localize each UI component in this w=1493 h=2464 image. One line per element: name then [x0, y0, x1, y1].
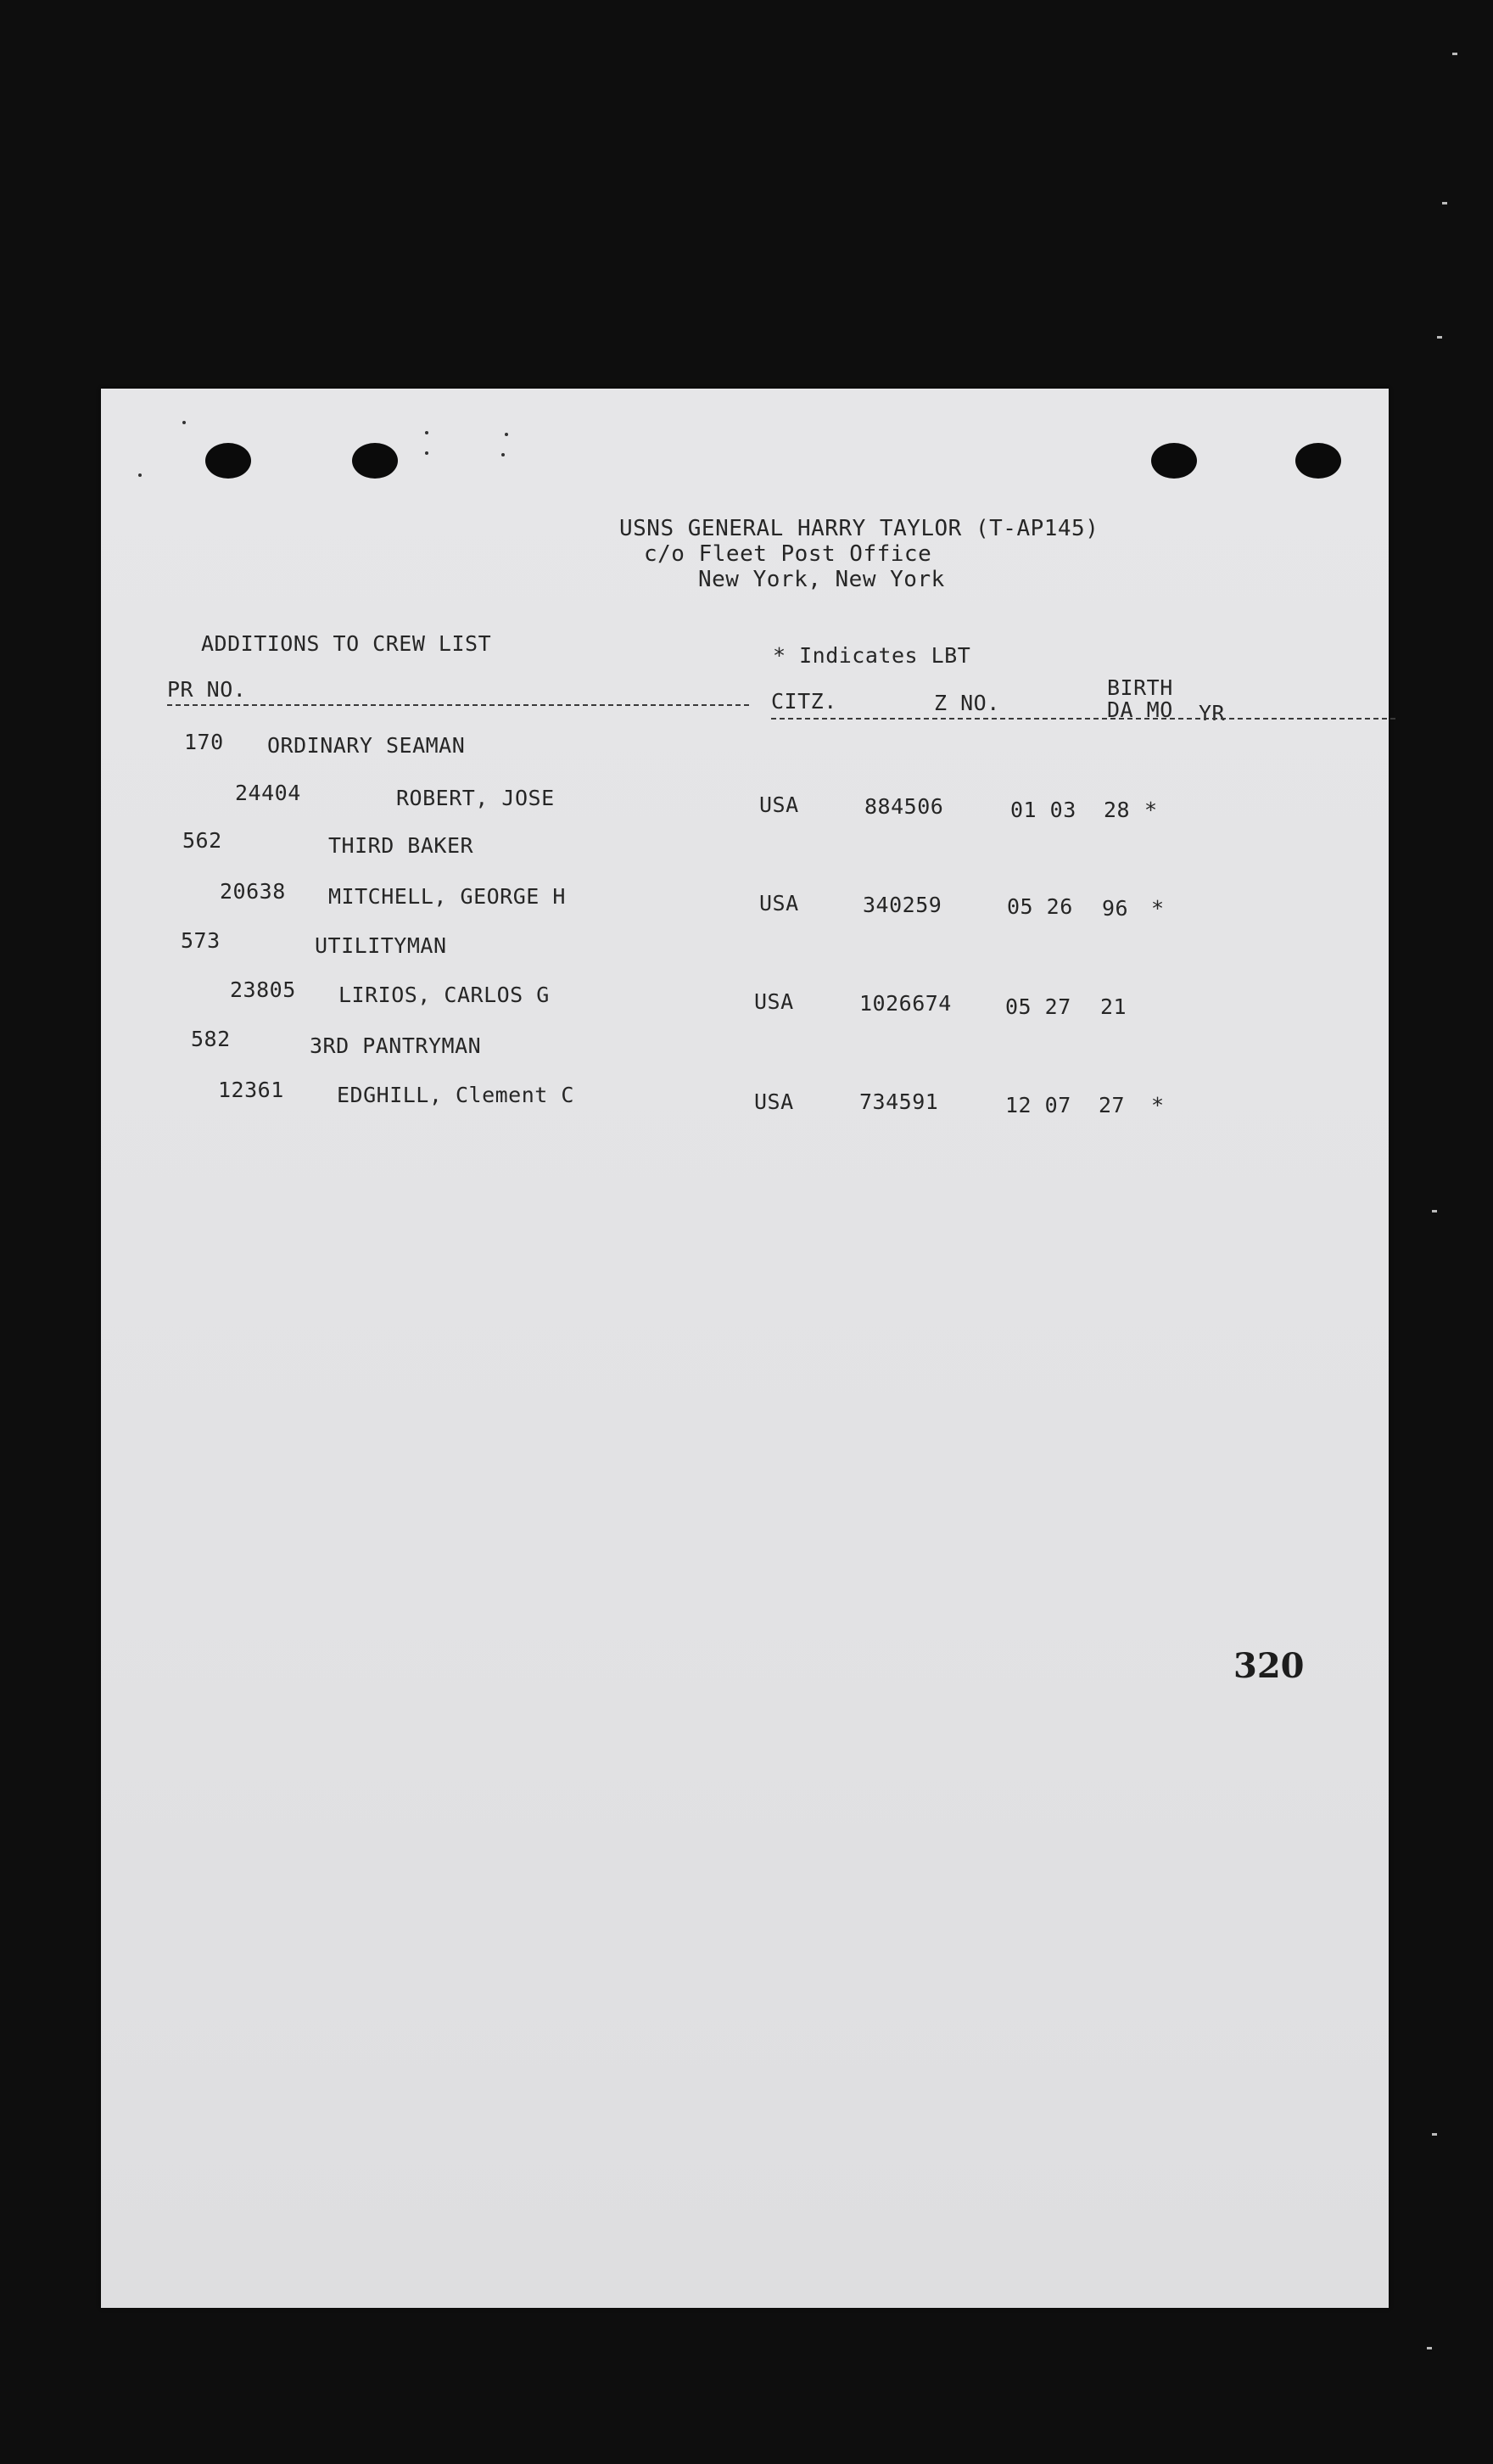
speck: [505, 433, 508, 436]
rating-code: 582: [191, 1027, 231, 1051]
crew-name: MITCHELL, GEORGE H: [328, 884, 566, 909]
edge-mark: [1437, 336, 1442, 339]
crew-pr-number: 23805: [230, 977, 296, 1002]
crew-pr-number: 12361: [218, 1078, 284, 1102]
lbt-marker: *: [1151, 1093, 1165, 1117]
fleet-post-office: c/o Fleet Post Office: [644, 541, 932, 567]
edge-mark: [1432, 1210, 1437, 1212]
column-header-citz: CITZ.: [771, 689, 837, 714]
column-header-pr-no: PR NO.: [167, 677, 247, 702]
crew-citizenship: USA: [759, 891, 799, 916]
punch-hole: [352, 443, 398, 479]
crew-citizenship: USA: [759, 792, 799, 817]
header-rule: [167, 704, 749, 706]
rating-code: 170: [184, 730, 224, 754]
crew-z-number: 340259: [863, 893, 942, 917]
crew-pr-number: 20638: [220, 879, 286, 904]
crew-birth-day-month: 05 27: [1005, 994, 1071, 1019]
crew-birth-year: 96: [1102, 896, 1129, 921]
speck: [425, 451, 428, 455]
crew-birth-year: 27: [1099, 1093, 1126, 1117]
lbt-marker: *: [1144, 798, 1158, 822]
punch-hole: [1151, 443, 1197, 479]
crew-name: LIRIOS, CARLOS G: [338, 983, 550, 1007]
punch-hole: [1295, 443, 1341, 479]
crew-z-number: 734591: [859, 1089, 939, 1114]
column-header-da-mo: DA MO: [1107, 697, 1173, 722]
crew-birth-day-month: 01 03: [1010, 798, 1076, 822]
crew-birth-day-month: 05 26: [1007, 894, 1073, 919]
crew-name: ROBERT, JOSE: [396, 786, 555, 810]
crew-citizenship: USA: [754, 989, 794, 1014]
edge-mark: [1442, 202, 1447, 204]
header-rule: [771, 718, 1395, 720]
rating-code: 573: [181, 928, 221, 953]
crew-citizenship: USA: [754, 1089, 794, 1114]
speck: [182, 421, 186, 424]
crew-z-number: 1026674: [859, 991, 952, 1016]
rating-title: ORDINARY SEAMAN: [267, 733, 466, 758]
rating-title: UTILITYMAN: [315, 933, 447, 958]
crew-birth-year: 21: [1100, 994, 1127, 1019]
column-header-birth: BIRTH: [1107, 675, 1173, 700]
lbt-legend: * Indicates LBT: [773, 643, 971, 668]
crew-z-number: 884506: [864, 794, 944, 819]
document-page: [101, 389, 1389, 2308]
ship-city: New York, New York: [698, 567, 945, 592]
lbt-marker: *: [1151, 896, 1165, 921]
edge-mark: [1432, 2133, 1437, 2136]
column-header-z-no: Z NO.: [934, 691, 1000, 715]
list-title: ADDITIONS TO CREW LIST: [201, 631, 492, 656]
crew-name: EDGHILL, Clement C: [337, 1083, 574, 1107]
edge-mark: [1452, 53, 1457, 55]
edge-mark: [1427, 2347, 1432, 2349]
speck: [138, 473, 142, 477]
rating-title: 3RD PANTRYMAN: [310, 1033, 482, 1058]
punch-hole: [205, 443, 251, 479]
rating-title: THIRD BAKER: [328, 833, 474, 858]
crew-pr-number: 24404: [235, 781, 301, 805]
speck: [501, 453, 505, 456]
page-number: 320: [1233, 1646, 1305, 1686]
ship-name: USNS GENERAL HARRY TAYLOR (T-AP145): [619, 516, 1099, 541]
crew-birth-day-month: 12 07: [1005, 1093, 1071, 1117]
speck: [425, 431, 428, 434]
rating-code: 562: [182, 828, 222, 853]
crew-birth-year: 28: [1104, 798, 1131, 822]
column-header-yr: YR: [1199, 701, 1226, 725]
